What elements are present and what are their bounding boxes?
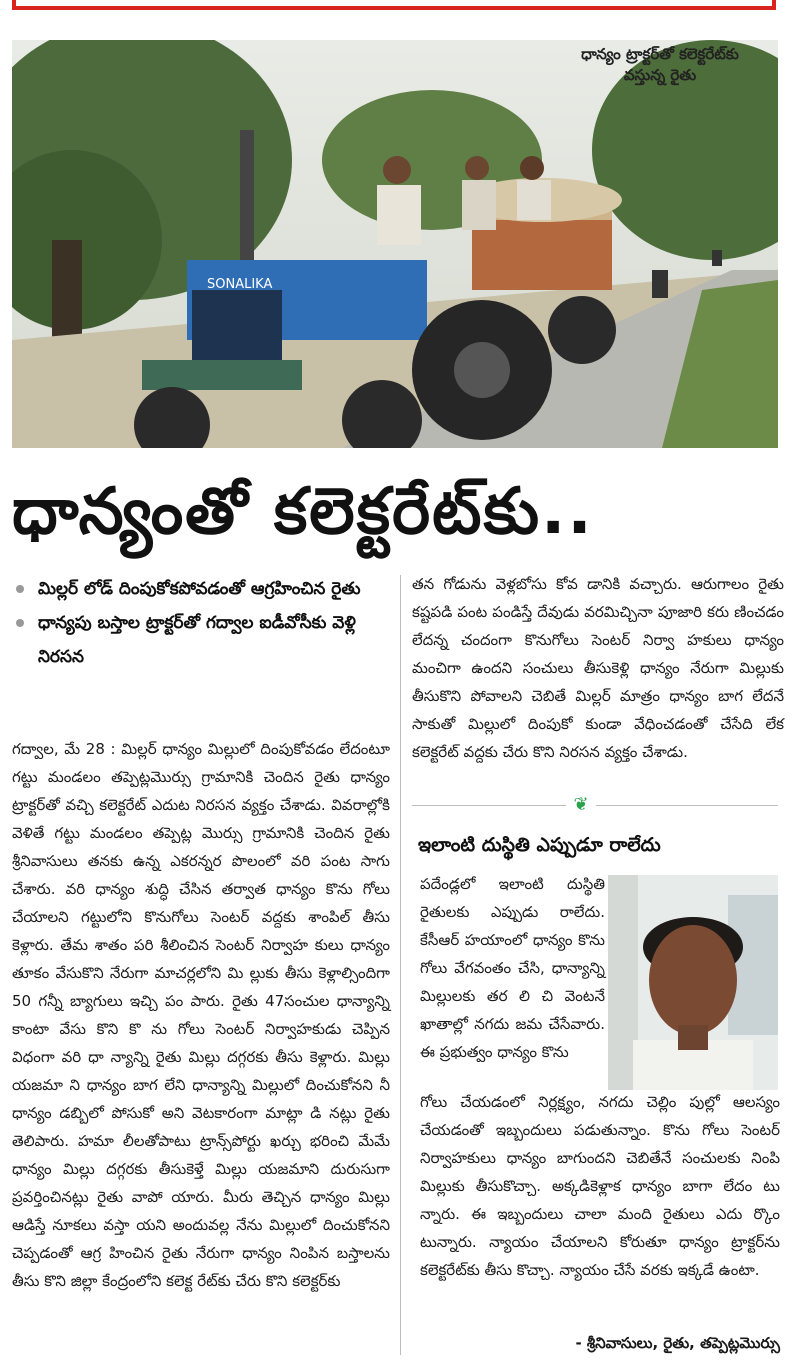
quote-attribution: - శ్రీనివాసులు, రైతు, తప్పెట్లమొర్సు	[575, 1334, 780, 1352]
interview-subhead: ఇలాంటి దుస్థితి ఎప్పుడూ రాలేదు	[418, 834, 661, 856]
column-divider	[400, 575, 401, 1355]
bullet-list	[12, 572, 392, 674]
photo-caption: ధాన్యం ట్రాక్టర్‌తో కలెక్టరేట్‌కు వస్తున్న రైతు	[581, 45, 739, 84]
portrait-illustration	[608, 875, 778, 1090]
tractor-photo-illustration	[12, 40, 778, 448]
interview-text-top: పదేండ్లలో ఇలాంటి దుస్థితి రైతులకు ఎప్పుడు రాలేదు. కేసీఆర్ హయాంలో ధాన్యం కొను గోలు వేగవంతం చేసి, ధాన్యాన్ని మిల్లులకు తర లి చి వెంటనే ఖాతాల్లో నగదు జమ చేసేవారు. ఈ ప్రభుత్వం ధాన్యం కొను	[420, 875, 605, 1061]
article-body-right: తన గోడును వెళ్లబోసు కోవ డానికి వచ్చారు. ఆరుగాలం రైతు కష్టపడి పంట పండిస్తే దేవుడు వరమిచ్చినా పూజారి కరు ణించడం లేదన్న చందంగా కొనుగోలు సెంటర్ నిర్వా హకులు ధాన్యం మంచిగా ఉందని సంచులు తీసుకెళ్లి ధాన్యం నేరుగా మిల్లుకు తీసుకొని పోవాలని చెబితే మిల్లర్ మాత్రం ధాన్యం బాగ లేదనే సాకుతో మిల్లులో దింపుకో కుండా వేధించడంతో చేసేది లేక కలెక్టరేట్ వద్దకు చేరు కొని నిరసన వ్యక్తం చేశాడు.	[412, 575, 784, 761]
interview-text-bottom: గోలు చేయడంలో నిర్లక్ష్యం, నగదు చెల్లిం పుల్లో ఆలస్యం చేయడంతో ఇబ్బందులు పడుతున్నాం. కొను గోలు సెంటర్ నిర్వాహకులు ధాన్యం బాగుందని చెబితేనే సంచులకు నింపి మిల్లుకు తీసుకొచ్చా. అక్కడికెళ్లాక ధాన్యం బాగా లేదం టు న్నారు. ఈ ఇబ్బందులు చాలా మంది రైతులు ఎదు ర్కొం టున్నారు. న్యాయం చేయాలని కోరుతూ ధాన్యం ట్రాక్టర్‌ను కలెక్టరేట్‌కు తీసు కొచ్చా. న్యాయం చేసే వరకు ఇక్కడే ఉంటా.	[420, 1093, 780, 1279]
article-body-left: గద్వాల, మే 28 : మిల్లర్ ధాన్యం మిల్లులో దింపుకోవడం లేదంటూ గట్టు మండలం తప్పెట్లమొర్సు గ్రామానికి చెందిన రైతు ధాన్యం ట్రాక్టర్‌తో వచ్చి కలెక్టరేట్ ఎదుట నిరసన వ్యక్తం చేశాడు. వివరాల్లోకి వెళితే గట్టు మండలం తప్పెట్ల మొర్సు గ్రామానికి చెందిన రైతు శ్రీనివాసులు తనకు ఉన్న ఎకరన్నర పొలంలో వరి పంట సాగు చేశారు. వరి ధాన్యం శుద్ధి చేసిన తర్వాత ధాన్యం కొను గోలు చేయాలని గట్టులోని కొనుగోలు సెంటర్ వద్దకు శాంపిల్ తీసు కెళ్లారు. తేమ శాతం పరి శీలించిన సెంటర్ నిర్వాహ కులు ధాన్యం తూకం వేసుకొని నేరుగా మాచర్లలోని మి ల్లుకు తీసు కెళ్లాల్సిందిగా 50 గన్నీ బ్యాగులు ఇచ్చి పం పారు. రైతు 47సంచుల ధాన్యాన్ని కాంటా వేసు కొని కొ ను గోలు సెంటర్ నిర్వాహకుడు చెప్పిన విధంగా వరి ధా న్యాన్ని రైతు మిల్లు దగ్గరకు తీసు కెళ్లారు. మిల్లు యజమా ని ధాన్యం బాగ లేని ధాన్యాన్ని మిల్లులో దించుకోనని నీ ధాన్యం డబ్బిలో పోసుకో అని వెటకారంగా మాట్లా డి నట్లు రైతు తెలిపారు. హమా లీలతోపాటు ట్రాన్స్‌పోర్టు ఖర్చు భరించి మేమే ధాన్యం మిల్లు దగ్గరకు తీసుకెళ్తే మిల్లు యజమాని దురుసుగా ప్రవర్తించినట్లు రైతు వాపో యారు. మీరు తెచ్చిన ధాన్యం మిల్లు ఆడిస్తే నూకలు వస్తా యని అందువల్ల నేను మిల్లులో దించుకోనని చెప్పడంతో ఆగ్ర హించిన రైతు నేరుగా ధాన్యం నింపిన బస్తాలను తీసు కొని జిల్లా కేంద్రంలోని కలెక్ట రేట్‌కు చేరు కొని కలెక్టర్‌కు	[12, 740, 390, 1290]
tractor-brand-text: SONALIKA	[207, 277, 273, 292]
farmer-portrait	[608, 875, 778, 1090]
bullet-item: ధాన్యపు బస్తాల ట్రాక్టర్‌తో గద్వాల ఐడీవోసీకు వెళ్లి నిరసన	[12, 606, 392, 674]
top-border-frame	[12, 0, 776, 10]
bullet-item: మిల్లర్ లోడ్ దింపుకోకపోవడంతో ఆగ్రహించిన రైతు	[12, 572, 392, 606]
headline: ధాన్యంతో కలెక్టరేట్‌కు..	[12, 475, 594, 549]
news-photo	[12, 40, 778, 448]
leaf-icon: ❦	[566, 794, 596, 816]
